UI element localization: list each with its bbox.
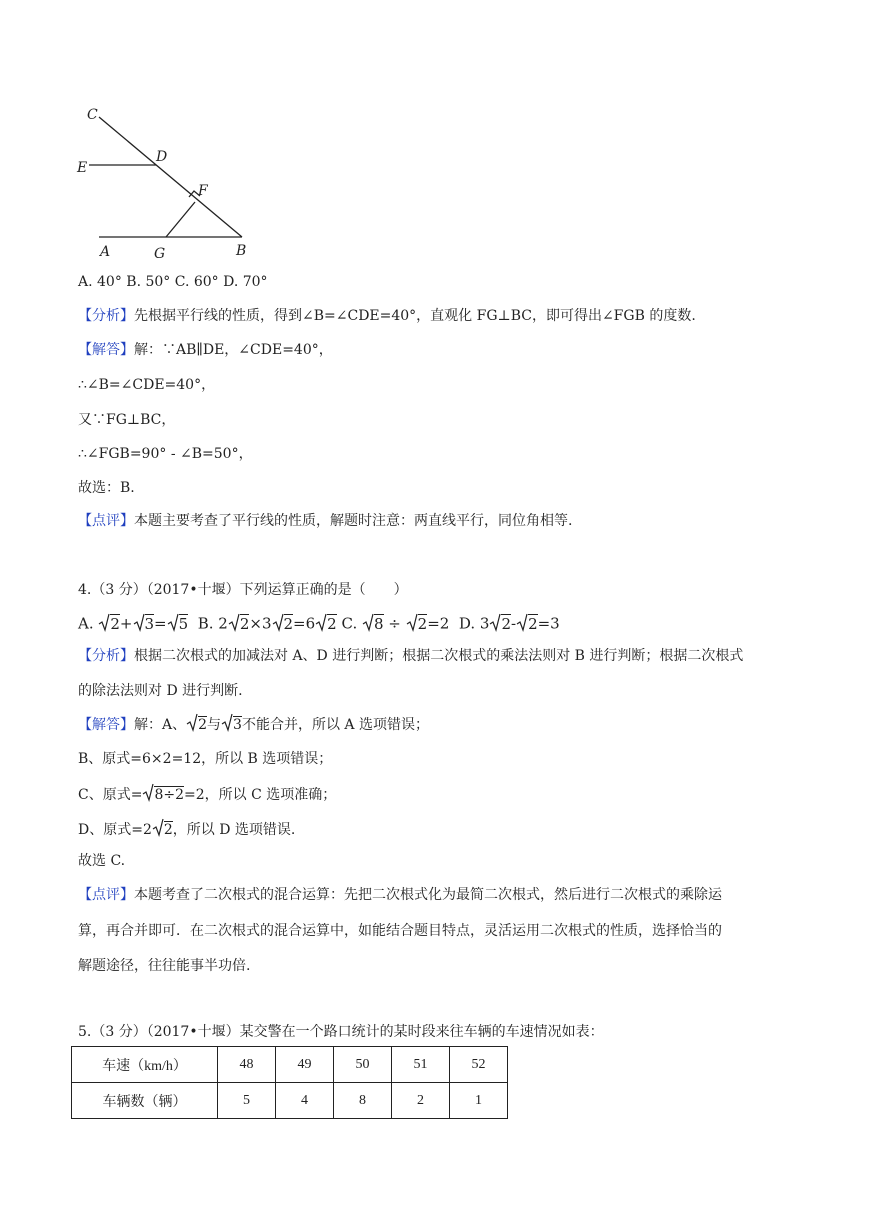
table-row <box>72 1047 508 1083</box>
label-d: D <box>156 149 168 165</box>
radicand: 2 <box>417 614 428 633</box>
table-cell: 48 <box>218 1047 276 1083</box>
sqrt-icon <box>406 612 418 637</box>
q3-solution-4: ∴∠FGB=90° - ∠B=50°， <box>78 446 253 462</box>
q3-solution-text: 解：∵AB∥DE，∠CDE=40°， <box>134 342 333 358</box>
table-cell: 8 <box>334 1083 392 1119</box>
analysis-tag: 【分析】 <box>78 648 134 664</box>
q4-solution-1 <box>78 712 429 738</box>
coef: 3 <box>479 614 490 633</box>
q4-op: =3 <box>537 614 560 633</box>
radicand: 2 <box>327 614 337 633</box>
q4-op: ×3 <box>249 614 272 633</box>
table-header-speed: 车速（km/h） <box>72 1047 218 1083</box>
q4-analysis-1 <box>78 646 743 666</box>
radicand: 2 <box>110 614 120 633</box>
table-cell: 4 <box>276 1083 334 1119</box>
q4-option-b-label: B. <box>197 614 219 633</box>
q4-option-d-label: D. <box>458 614 480 633</box>
sol-text: ，所以 D 选项错误. <box>172 822 296 838</box>
solution-tag: 【解答】 <box>78 342 134 358</box>
sqrt-icon <box>152 817 164 843</box>
label-g: G <box>154 246 166 262</box>
sol-text: 解：A、 <box>134 717 187 733</box>
radicand: 2 <box>283 614 294 633</box>
radicand: 2 <box>501 614 511 633</box>
q4-options <box>78 612 560 637</box>
q3-options: A. 40° B. 50° C. 60° D. 70° <box>78 274 268 290</box>
radicand: 8÷2 <box>154 787 184 803</box>
radicand: 2 <box>198 717 208 733</box>
sqrt-icon <box>142 782 154 808</box>
q3-comment-text: 本题主要考查了平行线的性质，解题时注意：两直线平行，同位角相等. <box>134 513 573 529</box>
q4-solution-4 <box>78 817 295 843</box>
radicand: 2 <box>239 614 250 633</box>
sqrt-icon <box>272 612 284 637</box>
solution-tag: 【解答】 <box>78 717 134 733</box>
q3-solution-1 <box>78 340 333 360</box>
label-b: B <box>236 243 247 259</box>
sqrt-icon <box>186 712 198 738</box>
q3-analysis-text: 先根据平行线的性质，得到∠B=∠CDE=40°，直观化 FG⊥BC，即可得出∠FGB 的度数. <box>134 308 696 324</box>
radicand: 5 <box>178 614 189 633</box>
sqrt-icon <box>221 712 233 738</box>
radicand: 8 <box>373 614 384 633</box>
comment-tag: 【点评】 <box>78 513 134 529</box>
q4-solution-5: 故选 C. <box>78 853 126 869</box>
label-a: A <box>100 244 111 260</box>
sqrt-icon <box>315 612 327 637</box>
q3-solution-3: 又∵FG⊥BC， <box>78 412 176 428</box>
sol-text: 不能合并，所以 A 选项错误； <box>241 717 429 733</box>
sqrt-icon <box>489 612 501 637</box>
q3-comment <box>78 511 572 531</box>
line-gf <box>166 202 195 237</box>
table-cell: 49 <box>276 1047 334 1083</box>
q4-option-a-label: A. <box>78 614 99 633</box>
sqrt-icon <box>133 612 145 637</box>
q4-solution-3 <box>78 782 336 808</box>
line-cb <box>99 117 242 237</box>
q3-analysis <box>78 306 696 326</box>
label-f: F <box>198 183 208 199</box>
sol-text: 与 <box>207 717 222 733</box>
geometry-figure <box>72 100 262 265</box>
q4-op: = <box>154 614 167 633</box>
radicand: 2 <box>163 822 173 838</box>
table-row <box>72 1083 508 1119</box>
table-cell: 51 <box>392 1047 450 1083</box>
sol-text: C、原式= <box>78 787 143 803</box>
sqrt-icon <box>167 612 179 637</box>
sqrt-icon <box>362 612 374 637</box>
q4-option-c-label: C. <box>341 614 362 633</box>
label-e: E <box>77 160 88 176</box>
q4-op: + <box>119 614 133 633</box>
q4-op: ÷ <box>383 614 406 633</box>
sol-text: =2，所以 C 选项准确； <box>184 787 337 803</box>
radicand: 3 <box>233 717 242 733</box>
table-cell: 2 <box>392 1083 450 1119</box>
q4-comment-3: 解题途径，往往能事半功倍. <box>78 958 251 974</box>
q4-comment-text: 本题考查了二次根式的混合运算：先把二次根式化为最简二次根式，然后进行二次根式的乘除运 <box>134 887 722 903</box>
q3-solution-5: 故选：B. <box>78 480 135 496</box>
q5-stem: 5.（3 分）（2017•十堰）某交警在一个路口统计的某时段来往车辆的车速情况如表： <box>78 1024 604 1040</box>
analysis-tag: 【分析】 <box>78 308 134 324</box>
q4-stem: 4.（3 分）（2017•十堰）下列运算正确的是（ ） <box>78 582 408 598</box>
table-cell: 52 <box>450 1047 508 1083</box>
q4-analysis-2: 的除法法则对 D 进行判断. <box>78 683 243 699</box>
comment-tag: 【点评】 <box>78 887 134 903</box>
q4-analysis-text: 根据二次根式的加减法对 A、D 进行判断；根据二次根式的乘法法则对 B 进行判断；根据二次根式 <box>134 648 744 664</box>
q3-solution-2: ∴∠B=∠CDE=40°， <box>78 377 216 393</box>
q4-op: =6 <box>293 614 316 633</box>
label-c: C <box>87 107 98 123</box>
q4-comment-2: 算，再合并即可．在二次根式的混合运算中，如能结合题目特点，灵活运用二次根式的性质，选择恰当的 <box>78 923 722 939</box>
table-cell: 1 <box>450 1083 508 1119</box>
coef: 2 <box>218 614 228 633</box>
radicand: 2 <box>528 614 538 633</box>
table-header-count: 车辆数（辆） <box>72 1083 218 1119</box>
sqrt-icon <box>98 612 110 637</box>
q4-op: =2 <box>427 614 450 633</box>
radicand: 3 <box>144 614 155 633</box>
sqrt-icon <box>228 612 240 637</box>
speed-table <box>71 1046 508 1119</box>
sol-text: D、原式=2 <box>78 822 152 838</box>
q4-op: - <box>510 614 517 633</box>
table-cell: 5 <box>218 1083 276 1119</box>
table-cell: 50 <box>334 1047 392 1083</box>
sqrt-icon <box>516 612 528 637</box>
q4-comment-1 <box>78 885 722 905</box>
q4-solution-2: B、原式=6×2=12，所以 B 选项错误； <box>78 751 333 767</box>
